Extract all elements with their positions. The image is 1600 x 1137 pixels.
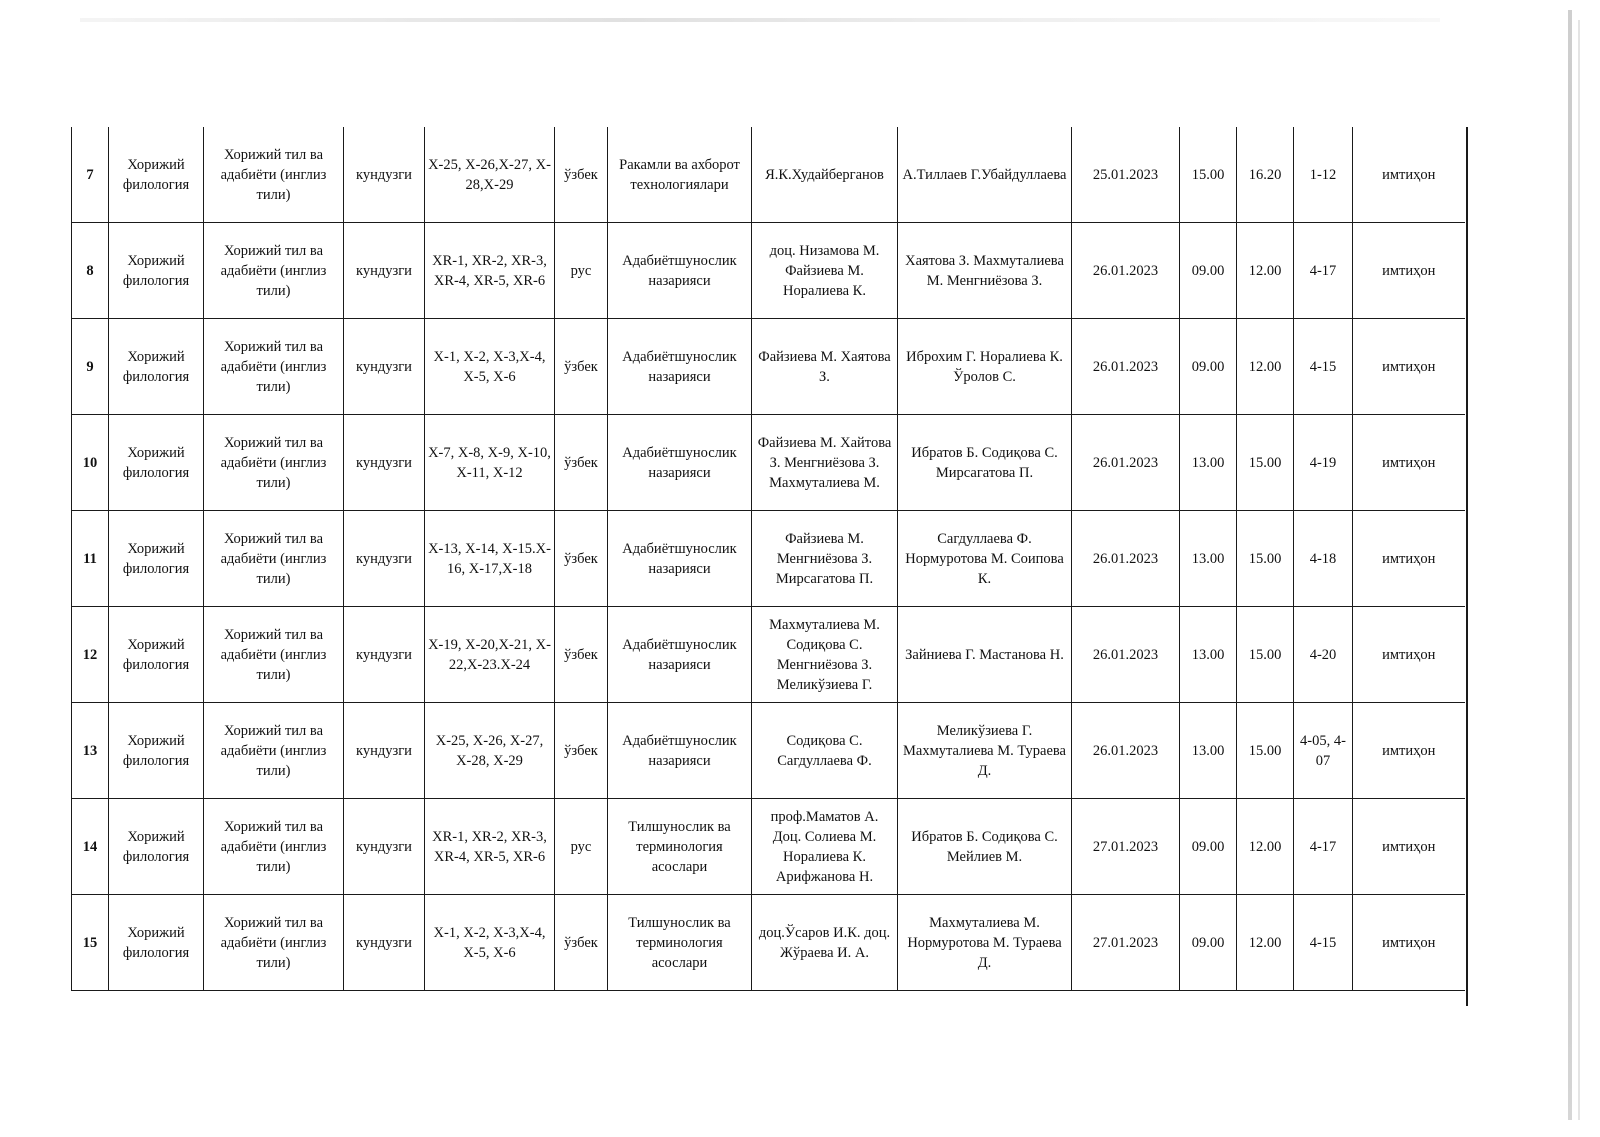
date-cell: 25.01.2023: [1072, 127, 1180, 223]
study-form-cell: кундузги: [344, 511, 425, 607]
row-number: 10: [72, 415, 109, 511]
groups-cell: X-7, X-8, X-9, X-10, X-11, X-12: [425, 415, 555, 511]
study-form-cell: кундузги: [344, 703, 425, 799]
end-time-cell: 12.00: [1237, 319, 1294, 415]
date-cell: 26.01.2023: [1072, 415, 1180, 511]
room-cell: 4-17: [1294, 223, 1353, 319]
subject-cell: Адабиётшунослик назарияси: [608, 607, 752, 703]
date-cell: 27.01.2023: [1072, 895, 1180, 991]
subject-cell: Адабиётшунослик назарияси: [608, 511, 752, 607]
faculty-cell: Хорижий филология: [109, 223, 204, 319]
teacher-cell: Файзиева М. Хайтова З. Менгниёзова З. Махмуталиева М.: [752, 415, 898, 511]
row-number: 14: [72, 799, 109, 895]
end-time-cell: 12.00: [1237, 799, 1294, 895]
groups-cell: X-25, X-26, X-27, X-28, X-29: [425, 703, 555, 799]
room-cell: 4-17: [1294, 799, 1353, 895]
start-time-cell: 09.00: [1180, 319, 1237, 415]
language-cell: ўзбек: [555, 607, 608, 703]
start-time-cell: 13.00: [1180, 703, 1237, 799]
date-cell: 26.01.2023: [1072, 703, 1180, 799]
end-time-cell: 16.20: [1237, 127, 1294, 223]
row-number: 7: [72, 127, 109, 223]
groups-cell: X-19, X-20,X-21, X-22,X-23.X-24: [425, 607, 555, 703]
exam-type-cell: имтиҳон: [1353, 703, 1465, 799]
start-time-cell: 13.00: [1180, 415, 1237, 511]
proctors-cell: А.Тиллаев Г.Убайдуллаева: [898, 127, 1072, 223]
teacher-cell: Содиқова С. Сагдуллаева Ф.: [752, 703, 898, 799]
specialty-cell: Хорижий тил ва адабиёти (инглиз тили): [204, 799, 344, 895]
teacher-cell: Махмуталиева М. Содиқова С. Менгниёзова З. Меликўзиева Г.: [752, 607, 898, 703]
subject-cell: Адабиётшунослик назарияси: [608, 319, 752, 415]
specialty-cell: Хорижий тил ва адабиёти (инглиз тили): [204, 703, 344, 799]
proctors-cell: Меликўзиева Г. Махмуталиева М. Тураева Д.: [898, 703, 1072, 799]
specialty-cell: Хорижий тил ва адабиёти (инглиз тили): [204, 223, 344, 319]
table-right-border: [1466, 127, 1468, 1006]
groups-cell: X-1, X-2, X-3,X-4, X-5, X-6: [425, 319, 555, 415]
table-row: [72, 127, 1465, 223]
subject-cell: Адабиётшунослик назарияси: [608, 223, 752, 319]
room-cell: 4-05, 4-07: [1294, 703, 1353, 799]
language-cell: ўзбек: [555, 127, 608, 223]
exam-schedule-table: [71, 127, 1465, 991]
teacher-cell: Файзиева М. Хаятова З.: [752, 319, 898, 415]
end-time-cell: 12.00: [1237, 223, 1294, 319]
table-row: [72, 415, 1465, 511]
specialty-cell: Хорижий тил ва адабиёти (инглиз тили): [204, 127, 344, 223]
teacher-cell: доц. Низамова М. Файзиева М. Норалиева К.: [752, 223, 898, 319]
room-cell: 4-19: [1294, 415, 1353, 511]
proctors-cell: Сагдуллаева Ф. Нормуротова М. Соипова К.: [898, 511, 1072, 607]
start-time-cell: 09.00: [1180, 223, 1237, 319]
scan-edge-top: [80, 18, 1440, 22]
groups-cell: X-13, X-14, X-15.X-16, X-17,X-18: [425, 511, 555, 607]
table-row: [72, 895, 1465, 991]
exam-type-cell: имтиҳон: [1353, 319, 1465, 415]
row-number: 12: [72, 607, 109, 703]
study-form-cell: кундузги: [344, 415, 425, 511]
date-cell: 26.01.2023: [1072, 223, 1180, 319]
row-number: 13: [72, 703, 109, 799]
specialty-cell: Хорижий тил ва адабиёти (инглиз тили): [204, 319, 344, 415]
teacher-cell: проф.Маматов А. Доц. Солиева М. Норалиева К. Арифжанова Н.: [752, 799, 898, 895]
room-cell: 4-15: [1294, 319, 1353, 415]
exam-type-cell: имтиҳон: [1353, 223, 1465, 319]
row-number: 11: [72, 511, 109, 607]
room-cell: 4-18: [1294, 511, 1353, 607]
faculty-cell: Хорижий филология: [109, 127, 204, 223]
schedule-rows: [72, 127, 1465, 991]
study-form-cell: кундузги: [344, 223, 425, 319]
teacher-cell: доц.Ўсаров И.К. доц. Жўраева И. А.: [752, 895, 898, 991]
faculty-cell: Хорижий филология: [109, 703, 204, 799]
exam-type-cell: имтиҳон: [1353, 511, 1465, 607]
start-time-cell: 13.00: [1180, 511, 1237, 607]
proctors-cell: Хаятова З. Махмуталиева М. Менгниёзова З.: [898, 223, 1072, 319]
table-row: [72, 607, 1465, 703]
exam-type-cell: имтиҳон: [1353, 799, 1465, 895]
date-cell: 27.01.2023: [1072, 799, 1180, 895]
end-time-cell: 15.00: [1237, 607, 1294, 703]
row-number: 15: [72, 895, 109, 991]
start-time-cell: 15.00: [1180, 127, 1237, 223]
language-cell: рус: [555, 799, 608, 895]
groups-cell: X-1, X-2, X-3,X-4, X-5, X-6: [425, 895, 555, 991]
start-time-cell: 09.00: [1180, 799, 1237, 895]
groups-cell: X-25, X-26,X-27, X-28,X-29: [425, 127, 555, 223]
end-time-cell: 15.00: [1237, 703, 1294, 799]
exam-type-cell: имтиҳон: [1353, 127, 1465, 223]
faculty-cell: Хорижий филология: [109, 415, 204, 511]
table-row: [72, 223, 1465, 319]
proctors-cell: Махмуталиева М. Нормуротова М. Тураева Д.: [898, 895, 1072, 991]
specialty-cell: Хорижий тил ва адабиёти (инглиз тили): [204, 511, 344, 607]
date-cell: 26.01.2023: [1072, 319, 1180, 415]
table-row: [72, 319, 1465, 415]
faculty-cell: Хорижий филология: [109, 511, 204, 607]
specialty-cell: Хорижий тил ва адабиёти (инглиз тили): [204, 895, 344, 991]
start-time-cell: 13.00: [1180, 607, 1237, 703]
language-cell: ўзбек: [555, 703, 608, 799]
room-cell: 4-15: [1294, 895, 1353, 991]
table-row: [72, 511, 1465, 607]
language-cell: ўзбек: [555, 895, 608, 991]
subject-cell: Адабиётшунослик назарияси: [608, 415, 752, 511]
language-cell: ўзбек: [555, 511, 608, 607]
proctors-cell: Иброхим Г. Норалиева К. Ўролов С.: [898, 319, 1072, 415]
scan-edge-right: [1568, 10, 1572, 1120]
proctors-cell: Ибратов Б. Содиқова С. Мирсагатова П.: [898, 415, 1072, 511]
exam-schedule-sheet: [71, 127, 1465, 991]
study-form-cell: кундузги: [344, 895, 425, 991]
proctors-cell: Ибратов Б. Содиқова С. Мейлиев М.: [898, 799, 1072, 895]
teacher-cell: Я.К.Худайберганов: [752, 127, 898, 223]
faculty-cell: Хорижий филология: [109, 319, 204, 415]
faculty-cell: Хорижий филология: [109, 895, 204, 991]
groups-cell: XR-1, XR-2, XR-3, XR-4, XR-5, XR-6: [425, 223, 555, 319]
table-row: [72, 799, 1465, 895]
teacher-cell: Файзиева М. Менгниёзова З. Мирсагатова П.: [752, 511, 898, 607]
end-time-cell: 12.00: [1237, 895, 1294, 991]
exam-type-cell: имтиҳон: [1353, 607, 1465, 703]
date-cell: 26.01.2023: [1072, 511, 1180, 607]
start-time-cell: 09.00: [1180, 895, 1237, 991]
specialty-cell: Хорижий тил ва адабиёти (инглиз тили): [204, 607, 344, 703]
language-cell: рус: [555, 223, 608, 319]
room-cell: 4-20: [1294, 607, 1353, 703]
groups-cell: XR-1, XR-2, XR-3, XR-4, XR-5, XR-6: [425, 799, 555, 895]
row-number: 8: [72, 223, 109, 319]
specialty-cell: Хорижий тил ва адабиёти (инглиз тили): [204, 415, 344, 511]
exam-type-cell: имтиҳон: [1353, 415, 1465, 511]
row-number: 9: [72, 319, 109, 415]
faculty-cell: Хорижий филология: [109, 607, 204, 703]
study-form-cell: кундузги: [344, 127, 425, 223]
proctors-cell: Зайниева Г. Мастанова Н.: [898, 607, 1072, 703]
language-cell: ўзбек: [555, 319, 608, 415]
study-form-cell: кундузги: [344, 607, 425, 703]
date-cell: 26.01.2023: [1072, 607, 1180, 703]
study-form-cell: кундузги: [344, 319, 425, 415]
scan-edge-right-shadow: [1578, 20, 1580, 1120]
subject-cell: Тилшунослик ва терминология асослари: [608, 895, 752, 991]
exam-type-cell: имтиҳон: [1353, 895, 1465, 991]
language-cell: ўзбек: [555, 415, 608, 511]
study-form-cell: кундузги: [344, 799, 425, 895]
table-row: [72, 703, 1465, 799]
end-time-cell: 15.00: [1237, 511, 1294, 607]
subject-cell: Адабиётшунослик назарияси: [608, 703, 752, 799]
subject-cell: Ракамли ва ахборот технологиялари: [608, 127, 752, 223]
subject-cell: Тилшунослик ва терминология асослари: [608, 799, 752, 895]
end-time-cell: 15.00: [1237, 415, 1294, 511]
faculty-cell: Хорижий филология: [109, 799, 204, 895]
room-cell: 1-12: [1294, 127, 1353, 223]
